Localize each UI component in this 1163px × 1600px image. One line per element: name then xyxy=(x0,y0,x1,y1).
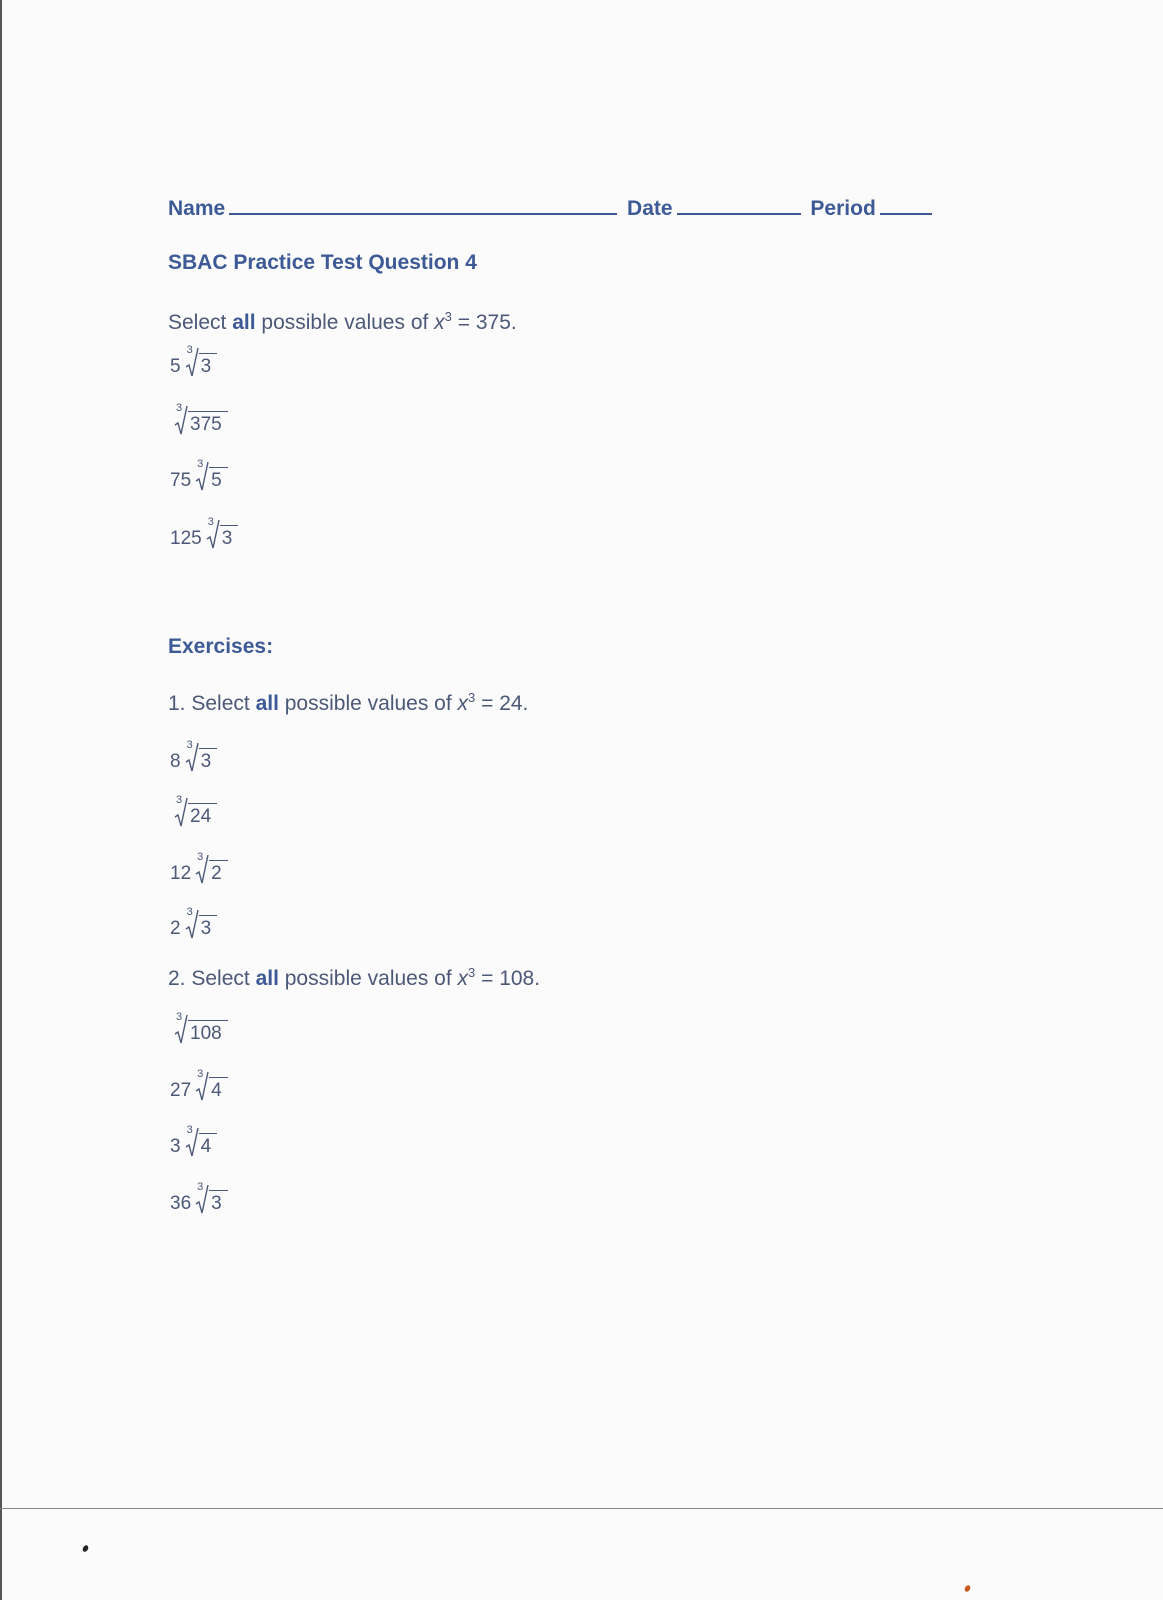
coefficient: 75 xyxy=(170,470,192,491)
radicand: 24 xyxy=(188,803,217,828)
header-row xyxy=(168,195,936,221)
answer-option[interactable] xyxy=(170,516,238,550)
radicand: 3 xyxy=(199,353,218,378)
name-field[interactable] xyxy=(229,195,617,215)
answer-option[interactable] xyxy=(170,402,228,436)
root-index: 3 xyxy=(176,794,183,806)
period-field[interactable] xyxy=(880,195,932,215)
answer-option[interactable] xyxy=(170,344,217,378)
cube-root xyxy=(185,739,218,773)
radicand: 5 xyxy=(209,467,228,492)
radicand: 3 xyxy=(220,525,239,550)
coefficient: 27 xyxy=(170,1080,192,1101)
date-label: Date xyxy=(627,197,673,220)
coefficient: 2 xyxy=(170,918,181,939)
coefficient: 5 xyxy=(170,356,181,377)
coefficient: 36 xyxy=(170,1193,192,1214)
root-index: 3 xyxy=(186,1124,193,1136)
exercise-2-question: 2. Select all possible values of $x^3 = 108$. xyxy=(168,965,541,990)
radicand: 2 xyxy=(209,860,228,885)
answer-option[interactable] xyxy=(170,906,217,940)
cube-root xyxy=(174,1011,228,1045)
answer-option[interactable] xyxy=(170,851,228,885)
cube-root xyxy=(195,458,228,492)
name-label: Name xyxy=(168,197,226,220)
root-index: 3 xyxy=(197,1068,204,1080)
root-index: 3 xyxy=(186,344,193,356)
date-field[interactable] xyxy=(677,195,801,215)
exercises-heading: Exercises: xyxy=(168,635,274,658)
page-title: SBAC Practice Test Question 4 xyxy=(168,251,477,274)
cube-root xyxy=(195,1068,228,1102)
coefficient: 125 xyxy=(170,528,202,549)
cube-root xyxy=(206,516,239,550)
radicand: 4 xyxy=(199,1133,218,1158)
radicand: 108 xyxy=(188,1020,228,1045)
main-question: Select all possible values of $x^3 = 375$. xyxy=(168,309,517,334)
radicand: 375 xyxy=(188,411,228,436)
answer-option[interactable] xyxy=(170,794,217,828)
answer-option[interactable] xyxy=(170,739,217,773)
coefficient: 8 xyxy=(170,751,181,772)
cube-root xyxy=(185,1124,218,1158)
cube-root xyxy=(195,851,228,885)
radicand: 4 xyxy=(209,1077,228,1102)
answer-option[interactable] xyxy=(170,1011,228,1045)
cube-root xyxy=(185,344,218,378)
cube-root xyxy=(174,402,228,436)
root-index: 3 xyxy=(207,516,214,528)
radicand: 3 xyxy=(199,748,218,773)
coefficient: 12 xyxy=(170,863,192,884)
coefficient: 3 xyxy=(170,1136,181,1157)
radicand: 3 xyxy=(199,915,218,940)
radicand: 3 xyxy=(209,1190,228,1215)
root-index: 3 xyxy=(197,1181,204,1193)
root-index: 3 xyxy=(176,1011,183,1023)
root-index: 3 xyxy=(186,739,193,751)
answer-option[interactable] xyxy=(170,1181,228,1215)
cube-root xyxy=(185,906,218,940)
cube-root xyxy=(195,1181,228,1215)
period-label: Period xyxy=(810,197,876,220)
root-index: 3 xyxy=(197,458,204,470)
root-index: 3 xyxy=(186,906,193,918)
answer-option[interactable] xyxy=(170,1124,217,1158)
cube-root xyxy=(174,794,217,828)
exercise-1-question: 1. Select all possible values of $x^3 = 24$. xyxy=(168,690,529,715)
answer-option[interactable] xyxy=(170,1068,228,1102)
root-index: 3 xyxy=(176,402,183,414)
root-index: 3 xyxy=(197,851,204,863)
scan-edge-line xyxy=(0,1508,1163,1509)
answer-option[interactable] xyxy=(170,458,228,492)
